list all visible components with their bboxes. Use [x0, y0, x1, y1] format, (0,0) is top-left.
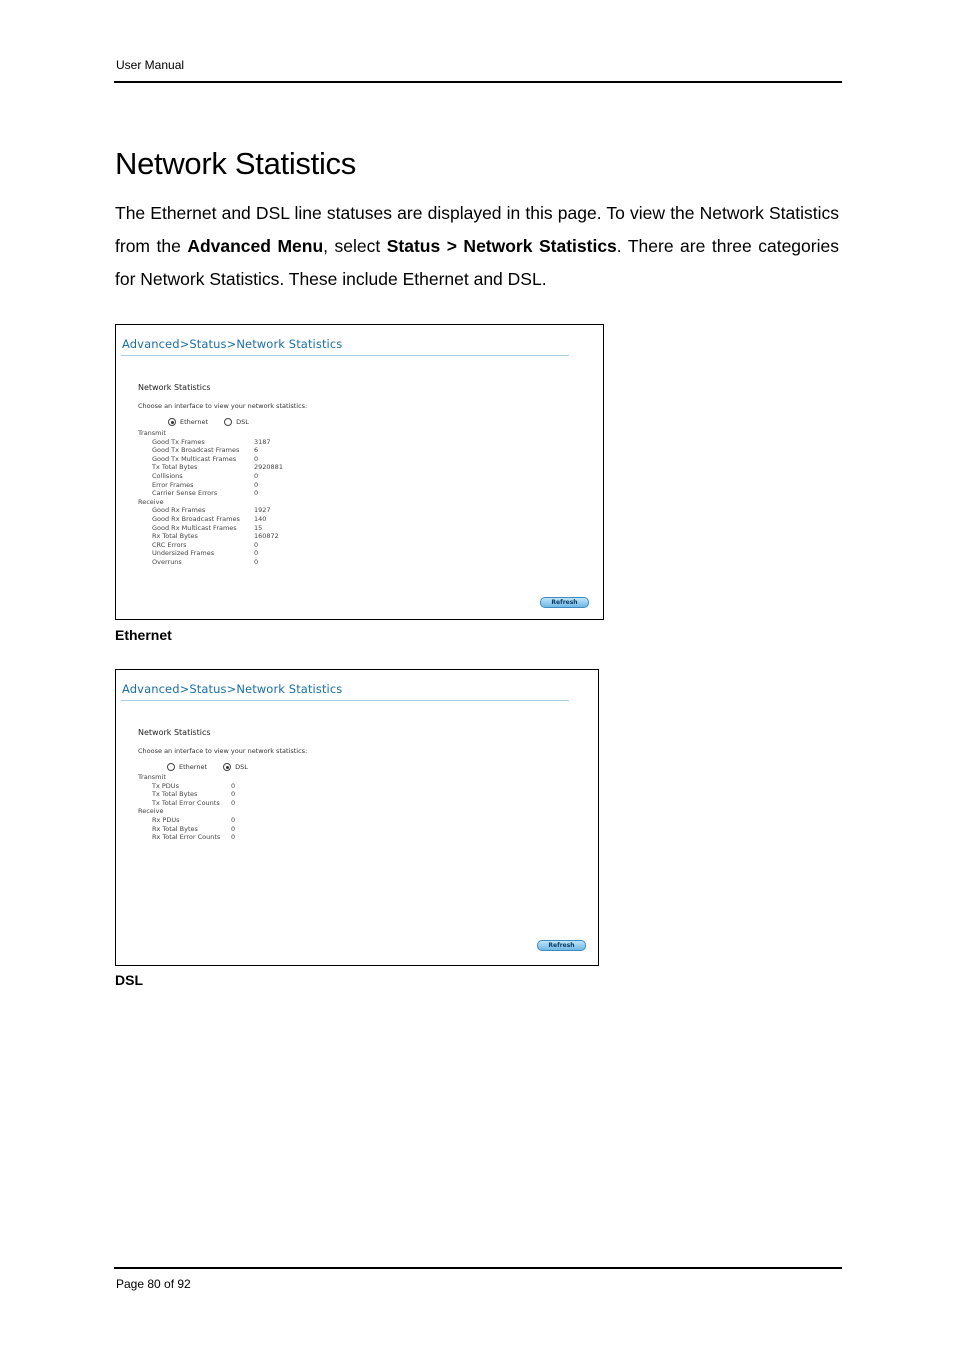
refresh-button[interactable]: Refresh [540, 597, 589, 608]
stat-value: 3187 [254, 437, 271, 446]
stat-row [138, 471, 259, 481]
footer-rule [114, 1267, 842, 1269]
stat-label: Rx Total Bytes [152, 532, 198, 541]
stat-value: 140 [254, 514, 267, 523]
stat-value: 0 [254, 549, 259, 558]
stat-value: 0 [231, 833, 236, 842]
stat-label: Good Rx Broadcast Frames [152, 514, 240, 523]
stat-row [138, 790, 236, 799]
stat-label: Rx PDUs [152, 815, 180, 824]
stat-value: 6 [254, 446, 259, 455]
stat-row [138, 781, 236, 791]
stat-row [138, 824, 236, 834]
stat-row [138, 446, 259, 455]
stat-label: Rx Total Bytes [152, 824, 198, 833]
stat-row [138, 833, 236, 842]
stat-label: Tx Total Bytes [152, 463, 198, 472]
interface-radio-group [168, 418, 263, 428]
intro-bold-status-path: Status > Network Statistics [386, 236, 617, 256]
stat-value: 0 [231, 781, 236, 790]
stat-label: Good Tx Frames [152, 437, 205, 446]
radio-dsl[interactable] [223, 763, 248, 771]
interface-radio-group [167, 763, 262, 773]
stat-label: Tx Total Bytes [152, 790, 198, 799]
radio-unselected-icon[interactable] [224, 418, 232, 426]
panel-title: Network Statistics [138, 383, 211, 392]
stat-value: 1927 [254, 506, 271, 515]
page-title: Network Statistics [115, 146, 356, 181]
radio-dsl-label: DSL [235, 763, 248, 771]
stat-value: 0 [254, 454, 259, 463]
stat-value: 0 [231, 790, 236, 799]
stat-row [138, 437, 271, 447]
header-label: User Manual [116, 58, 185, 72]
radio-dsl[interactable] [224, 418, 249, 426]
intro-paragraph [115, 197, 839, 296]
caption-ethernet: Ethernet [115, 627, 172, 643]
stat-label: Good Rx Frames [152, 506, 206, 515]
stat-value: 0 [254, 557, 259, 566]
stat-value: 0 [231, 824, 236, 833]
radio-ethernet[interactable] [167, 763, 207, 771]
stat-label: Good Tx Multicast Frames [152, 454, 237, 463]
radio-ethernet-label: Ethernet [180, 418, 208, 426]
stat-row [138, 557, 259, 567]
stat-row [138, 506, 271, 515]
stat-value: 0 [254, 540, 259, 549]
radio-selected-icon[interactable] [223, 763, 231, 771]
ethernet-stats-table [138, 429, 283, 567]
transmit-section-label: Transmit [138, 429, 166, 437]
stat-label: Error Frames [152, 480, 194, 489]
caption-dsl: DSL [115, 972, 143, 988]
stat-label: Tx PDUs [152, 781, 179, 790]
stat-row [138, 463, 283, 472]
stat-label: Rx Total Error Counts [152, 833, 221, 842]
receive-section-label: Receive [138, 807, 164, 816]
ethernet-screenshot [115, 324, 604, 620]
radio-selected-icon[interactable] [168, 418, 176, 426]
stat-value: 0 [254, 489, 259, 498]
stat-value: 160872 [254, 532, 279, 541]
stat-label: Carrier Sense Errors [152, 489, 218, 498]
breadcrumb-divider [121, 700, 569, 701]
choose-interface-text: Choose an interface to view your network statistics: [138, 402, 308, 410]
stat-value: 0 [254, 471, 259, 480]
intro-text-1: The Ethernet and DSL line statuses are displayed in this page. To view the Network Statistics from the [115, 203, 839, 256]
intro-bold-advanced-menu: Advanced Menu [187, 236, 324, 256]
stat-row [138, 815, 236, 825]
stat-row [138, 549, 259, 558]
stat-value: 0 [231, 815, 236, 824]
intro-text-2: , select [323, 236, 387, 256]
intro-text-3: . There are three categories for Network Statistics. These include Ethernet and DSL. [115, 236, 839, 289]
stat-value: 15 [254, 523, 263, 532]
stat-label: Tx Total Error Counts [152, 798, 220, 807]
stat-label: Undersized Frames [152, 549, 215, 558]
radio-ethernet[interactable] [168, 418, 208, 426]
stat-row [138, 532, 279, 541]
panel-title: Network Statistics [138, 728, 211, 737]
transmit-section-label: Transmit [138, 773, 166, 781]
refresh-button[interactable]: Refresh [537, 940, 586, 951]
stat-row [138, 523, 263, 533]
page-number: Page 80 of 92 [116, 1277, 191, 1291]
stat-value: 0 [231, 798, 236, 807]
receive-section-label: Receive [138, 497, 164, 506]
stat-value: 0 [254, 480, 259, 489]
dsl-stats-table [138, 773, 236, 842]
breadcrumb[interactable]: Advanced>Status>Network Statistics [122, 337, 343, 351]
radio-ethernet-label: Ethernet [179, 763, 207, 771]
stat-row [138, 480, 259, 490]
stat-row [138, 798, 236, 808]
choose-interface-text: Choose an interface to view your network statistics: [138, 747, 308, 755]
stat-row [138, 454, 259, 464]
stat-row [138, 540, 259, 550]
radio-dsl-label: DSL [236, 418, 249, 426]
stat-row [138, 489, 259, 498]
stat-row [138, 514, 267, 524]
stat-value: 2920881 [254, 463, 283, 472]
stat-label: Good Tx Broadcast Frames [152, 446, 240, 455]
stat-label: Overruns [152, 557, 182, 566]
stat-label: Good Rx Multicast Frames [152, 523, 237, 532]
breadcrumb-divider [121, 355, 569, 356]
stat-label: CRC Errors [152, 540, 187, 549]
radio-unselected-icon[interactable] [167, 763, 175, 771]
header-rule [114, 81, 842, 83]
breadcrumb[interactable]: Advanced>Status>Network Statistics [122, 682, 343, 696]
stat-label: Collisions [152, 471, 183, 480]
dsl-screenshot [115, 669, 599, 966]
